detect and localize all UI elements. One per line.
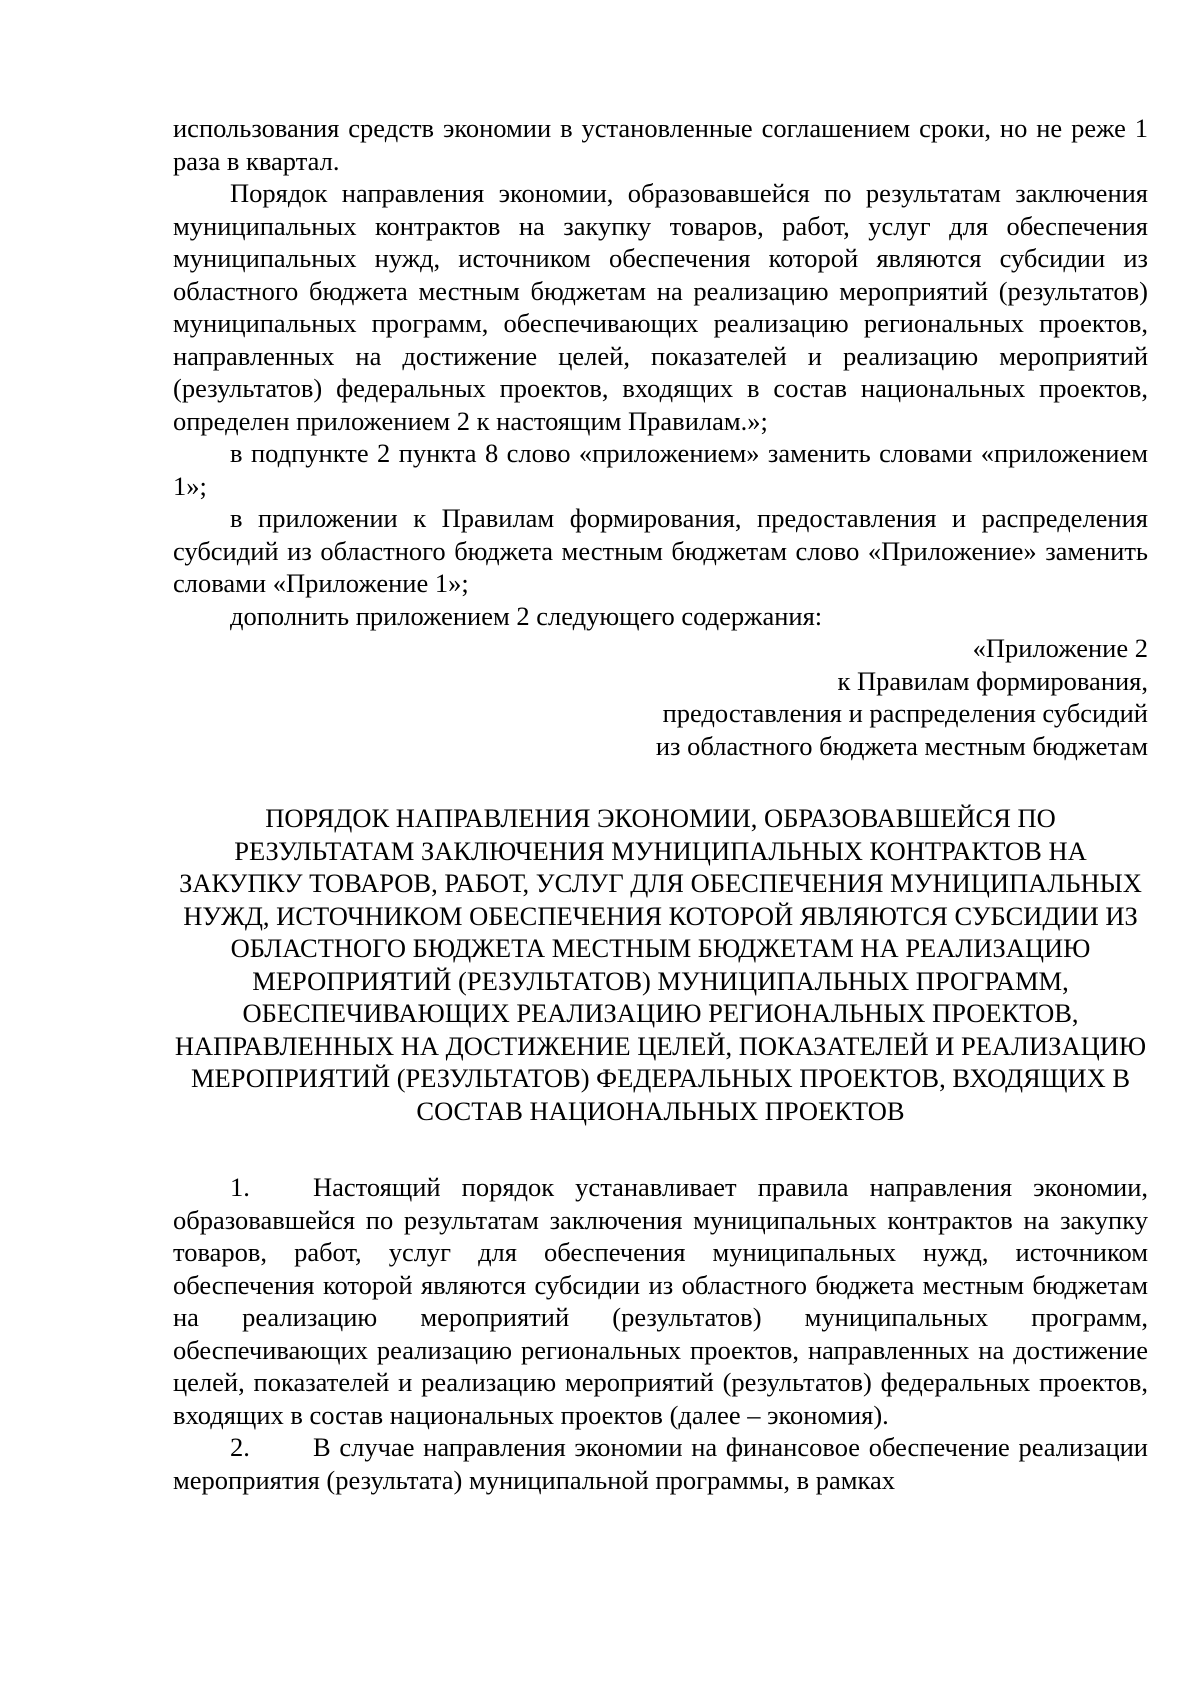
appendix-header	[173, 632, 1148, 762]
appendix-line-4: из областного бюджета местным бюджетам	[655, 730, 1148, 761]
item-text: В случае направления экономии на финансовое обеспечение реализации мероприятия (результата) муниципальной программы, в рамках	[173, 1432, 1148, 1495]
appendix-line-1: «Приложение 2	[972, 633, 1148, 663]
paragraph-appendix-rename: в приложении к Правилам формирования, предоставления и распределения субсидий из областного бюджета местным бюджетам слово «Приложение» заменить словами «Приложение 1»;	[173, 503, 1148, 598]
spacer	[173, 1127, 1148, 1171]
appendix-line-3: предоставления и распределения субсидий	[662, 698, 1148, 728]
numbered-item-2	[173, 1431, 1148, 1496]
document-page	[173, 112, 1148, 1496]
paragraph-continuation: использования средств экономии в установленные соглашением сроки, но не реже 1 раза в квартал.	[173, 113, 1148, 176]
numbered-item-1	[173, 1171, 1148, 1431]
paragraph-subclause-2: в подпункте 2 пункта 8 слово «приложением» заменить словами «приложением 1»;	[173, 438, 1148, 501]
item-number: 1.	[230, 1172, 250, 1202]
appendix-line-2: к Правилам формирования,	[837, 665, 1148, 696]
section-title-text: ПОРЯДОК НАПРАВЛЕНИЯ ЭКОНОМИИ, ОБРАЗОВАВШЕЙСЯ ПО РЕЗУЛЬТАТАМ ЗАКЛЮЧЕНИЯ МУНИЦИПАЛЬНЫХ КОНТРАКТОВ НА ЗАКУПКУ ТОВАРОВ, РАБОТ, УСЛУГ ДЛЯ ОБЕСПЕЧЕНИЯ МУНИЦИПАЛЬНЫХ НУЖД, ИСТОЧНИКОМ ОБЕСПЕЧЕНИЯ КОТОРОЙ ЯВЛЯЮТСЯ СУБСИДИИ ИЗ ОБЛАСТНОГО БЮДЖЕТА МЕСТНЫМ БЮДЖЕТАМ НА РЕАЛИЗАЦИЮ МЕРОПРИЯТИЙ (РЕЗУЛЬТАТОВ) МУНИЦИПАЛЬНЫХ ПРОГРАММ, ОБЕСПЕЧИВАЮЩИХ РЕАЛИЗАЦИЮ РЕГИОНАЛЬНЫХ ПРОЕКТОВ, НАПРАВЛЕННЫХ НА ДОСТИЖЕНИЕ ЦЕЛЕЙ, ПОКАЗАТЕЛЕЙ И РЕАЛИЗАЦИЮ МЕРОПРИЯТИЙ (РЕЗУЛЬТАТОВ) ФЕДЕРАЛЬНЫХ ПРОЕКТОВ, ВХОДЯЩИХ В СОСТАВ НАЦИОНАЛЬНЫХ ПРОЕКТОВ	[174, 803, 1147, 1126]
paragraph-savings-order: Порядок направления экономии, образовавшейся по результатам заключения муниципальных контрактов на закупку товаров, работ, услуг для обеспечения муниципальных нужд, источником обеспечения которой являются субсидии из областного бюджета местным бюджетам на реализацию мероприятий (результатов) муниципальных программ, обеспечивающих реализацию региональных проектов, направленных на достижение целей, показателей и реализацию мероприятий (результатов) федеральных проектов, входящих в состав национальных проектов, определен приложением 2 к настоящим Правилам.»;	[173, 178, 1148, 436]
item-number: 2.	[230, 1432, 250, 1462]
item-text: Настоящий порядок устанавливает правила направления экономии, образовавшейся по результатам заключения муниципальных контрактов на закупку товаров, работ, услуг для обеспечения муниципальных нужд, источником обеспечения которой являются субсидии из областного бюджета местным бюджетам на реализацию мероприятий (результатов) муниципальных программ, обеспечивающих реализацию региональных проектов, направленных на достижение целей, показателей и реализацию мероприятий (результатов) федеральных проектов, входящих в состав национальных проектов (далее – экономия).	[173, 1172, 1148, 1430]
section-title	[173, 802, 1148, 1127]
paragraph-add-appendix: дополнить приложением 2 следующего содержания:	[230, 600, 823, 631]
